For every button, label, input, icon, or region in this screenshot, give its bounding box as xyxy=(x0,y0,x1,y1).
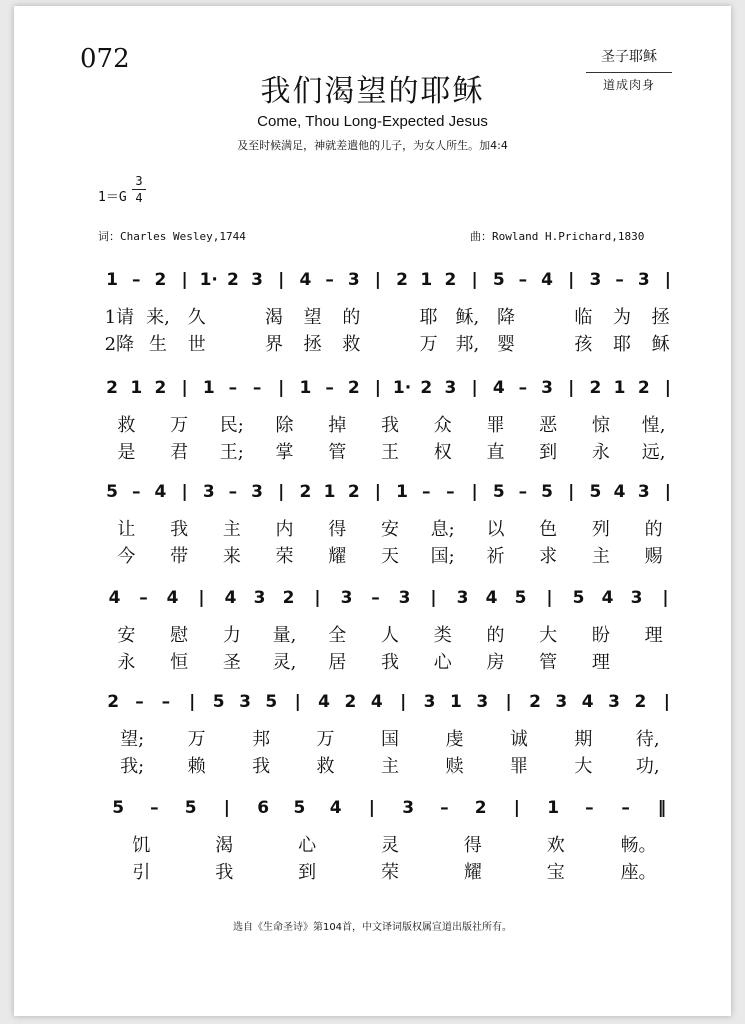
lyric-syllable: 管 xyxy=(328,442,347,463)
lyric-row-verse-2 xyxy=(100,545,680,569)
lyric-syllable xyxy=(525,306,564,330)
notation-row xyxy=(100,690,680,714)
note: 3 xyxy=(347,270,360,290)
note: – xyxy=(228,378,238,398)
lyric-syllable: 国; xyxy=(430,546,455,567)
note: 3 xyxy=(608,692,620,712)
lyric-syllable: 天 xyxy=(380,546,399,567)
lyric-syllable: 2降 xyxy=(104,334,135,355)
lyric-syllable xyxy=(371,306,410,330)
lyric-syllable: 盼 xyxy=(591,625,610,646)
note: 2 xyxy=(589,378,602,398)
note: 3 xyxy=(444,378,457,398)
lyric-syllable: 赎 xyxy=(445,756,464,777)
notation-row xyxy=(100,796,680,820)
note: 4 xyxy=(299,270,312,290)
bar-line: | xyxy=(546,588,553,608)
note: – xyxy=(446,482,455,502)
notation-row xyxy=(100,268,680,292)
lyric-syllable: 掉 xyxy=(328,415,347,436)
copyright-footer: 选自《生命圣诗》第104首，中文译词版权属宣道出版社所有。 xyxy=(232,922,513,933)
note: 2 xyxy=(154,378,167,398)
bar-line: | xyxy=(374,482,382,502)
lyric-row-verse-2 xyxy=(100,333,680,357)
lyric-syllable: 耶 xyxy=(419,307,438,328)
lyric-syllable: 的 xyxy=(644,519,663,540)
lyric-syllable: 居 xyxy=(328,652,347,673)
note: 3 xyxy=(541,378,553,398)
lyric-syllable: 界 xyxy=(264,334,283,355)
bar-line: | xyxy=(189,692,196,712)
note: 1 xyxy=(547,798,560,818)
lyric-syllable: 宝 xyxy=(546,862,565,883)
lyric-row-verse-1 xyxy=(100,834,680,858)
lyric-syllable: 类 xyxy=(433,625,452,646)
lyric-syllable: 到 xyxy=(298,862,317,883)
lyric-row-verse-2 xyxy=(100,441,680,465)
bar-line: | xyxy=(568,270,575,290)
lyric-syllable: 功, xyxy=(635,756,660,777)
note: – xyxy=(621,798,630,818)
note: 3 xyxy=(340,588,353,608)
lyric-syllable: 赐 xyxy=(644,546,663,567)
notation-row xyxy=(100,376,680,400)
note: 5 xyxy=(572,588,585,608)
lyric-syllable: 诚 xyxy=(509,729,528,750)
sheet-page xyxy=(14,6,731,1016)
bar-line: | xyxy=(374,378,382,398)
note: – xyxy=(518,482,528,502)
lyric-syllable xyxy=(371,333,410,357)
note: 2 xyxy=(637,378,650,398)
note: 5 xyxy=(112,798,125,818)
lyric-syllable: 列 xyxy=(591,519,610,540)
bar-line: ‖ xyxy=(657,798,667,818)
note: – xyxy=(161,692,171,712)
bar-line: | xyxy=(314,588,321,608)
lyric-syllable xyxy=(525,333,564,357)
bar-line: | xyxy=(181,270,188,290)
lyric-syllable: 管 xyxy=(539,652,558,673)
lyric-syllable: 拯 xyxy=(651,307,670,328)
note: 1 xyxy=(130,378,143,398)
note: 4 xyxy=(108,588,121,608)
lyric-syllable: 欢 xyxy=(546,835,565,856)
note: 5 xyxy=(265,692,278,712)
lyric-syllable: 的 xyxy=(342,307,361,328)
bar-line: | xyxy=(664,270,672,290)
lyric-syllable: 永 xyxy=(117,652,136,673)
lyric-syllable: 世 xyxy=(187,334,206,355)
lyric-syllable: 畅。 xyxy=(620,835,657,856)
note: 3 xyxy=(637,270,650,290)
lyric-syllable: 赖 xyxy=(187,756,206,777)
note: 5 xyxy=(184,798,197,818)
note: 4 xyxy=(329,798,342,818)
bar-line: | xyxy=(223,798,230,818)
lyric-syllable: 内 xyxy=(275,519,294,540)
note: 4 xyxy=(541,270,553,290)
note: 2 xyxy=(347,482,360,502)
lyric-syllable: 房 xyxy=(486,652,505,673)
lyric-syllable: 大 xyxy=(574,756,593,777)
lyric-syllable: 理 xyxy=(591,652,610,673)
note: 4 xyxy=(224,588,237,608)
note: 1 xyxy=(202,378,215,398)
note: 5 xyxy=(106,482,118,502)
lyric-syllable: 拯 xyxy=(303,334,322,355)
lyric-syllable: 理 xyxy=(644,625,663,646)
time-top: 3 xyxy=(135,174,143,188)
lyric-syllable: 望 xyxy=(303,307,322,328)
note: 3 xyxy=(589,270,602,290)
bar-line: | xyxy=(430,588,437,608)
note: 4 xyxy=(166,588,179,608)
lyric-syllable: 让 xyxy=(117,519,136,540)
lyric-syllable: 是 xyxy=(117,442,136,463)
lyric-syllable: 惊 xyxy=(591,415,610,436)
note: – xyxy=(139,588,148,608)
lyric-syllable: 安 xyxy=(380,519,399,540)
lyric-syllable: 罪 xyxy=(486,415,505,436)
note: 1· xyxy=(199,270,218,290)
lyric-syllable: 座。 xyxy=(620,862,657,883)
lyric-syllable: 的 xyxy=(486,625,505,646)
note: 3 xyxy=(423,692,436,712)
key-signature: 1＝G xyxy=(98,190,127,205)
note: 4 xyxy=(370,692,383,712)
lyric-row-verse-2 xyxy=(100,755,680,779)
note: 2 xyxy=(634,692,647,712)
bar-line: | xyxy=(368,798,375,818)
time-bottom: 4 xyxy=(135,191,143,205)
note: – xyxy=(228,482,238,502)
lyric-syllable: 慰 xyxy=(170,625,189,646)
lyric-syllable: 降 xyxy=(496,307,515,328)
note: 2 xyxy=(474,798,487,818)
lyric-syllable: 灵 xyxy=(380,835,399,856)
lyric-syllable: 我 xyxy=(380,415,399,436)
note: 1· xyxy=(392,378,412,398)
bar-line: | xyxy=(664,378,672,398)
lyric-row-verse-1 xyxy=(100,414,680,438)
note: 1 xyxy=(449,692,462,712)
note: 3 xyxy=(476,692,489,712)
time-signature xyxy=(132,174,146,205)
bar-line: | xyxy=(513,798,520,818)
note: 1 xyxy=(106,270,118,290)
note: 4 xyxy=(154,482,167,502)
lyric-syllable: 主 xyxy=(591,546,610,567)
note: 2 xyxy=(420,378,433,398)
category-label: 圣子耶稣 xyxy=(601,49,657,65)
note: 2 xyxy=(529,692,541,712)
note: 3 xyxy=(239,692,251,712)
note: 2 xyxy=(282,588,295,608)
bar-line: | xyxy=(278,482,285,502)
lyric-syllable: 万 xyxy=(419,334,438,355)
lyric-syllable: 圣 xyxy=(222,652,241,673)
note: 4 xyxy=(485,588,498,608)
note: 1 xyxy=(396,482,408,502)
note: 4 xyxy=(318,692,330,712)
note: 2 xyxy=(154,270,167,290)
bar-line: | xyxy=(471,378,478,398)
bar-line: | xyxy=(505,692,512,712)
lyric-syllable: 稣 xyxy=(651,334,670,355)
lyric-syllable: 安 xyxy=(117,625,136,646)
note: 1 xyxy=(420,270,433,290)
note: 2 xyxy=(226,270,239,290)
note: 3 xyxy=(202,482,215,502)
lyric-syllable: 我 xyxy=(215,862,234,883)
lyric-syllable: 力 xyxy=(222,625,241,646)
lyric-syllable: 祈 xyxy=(486,546,505,567)
lyric-syllable: 渴 xyxy=(264,307,283,328)
lyric-syllable: 心 xyxy=(298,835,317,856)
lyric-row-verse-1 xyxy=(100,518,680,542)
lyric-syllable: 万 xyxy=(170,415,189,436)
lyric-syllable: 救 xyxy=(117,415,136,436)
lyric-syllable: 邦 xyxy=(252,729,271,750)
lyric-row-verse-2 xyxy=(100,651,680,675)
bar-line: | xyxy=(662,588,669,608)
note: – xyxy=(518,270,528,290)
lyric-syllable: 量, xyxy=(272,625,297,646)
note: – xyxy=(421,482,431,502)
note: 5 xyxy=(492,482,505,502)
bar-line: | xyxy=(471,482,478,502)
lyric-syllable: 渴 xyxy=(215,835,234,856)
note: 2 xyxy=(444,270,457,290)
note: 3 xyxy=(251,482,263,502)
composer-credit: 曲：Rowland H.Prichard,1830 xyxy=(470,230,645,243)
lyric-syllable: 罪 xyxy=(509,756,528,777)
lyric-syllable: 远, xyxy=(641,442,666,463)
lyric-syllable: 永 xyxy=(591,442,610,463)
bar-line: | xyxy=(568,482,575,502)
scripture-verse: 及至时候满足，神就差遣他的儿子，为女人所生。加4:4 xyxy=(237,139,508,152)
lyric-syllable: 直 xyxy=(486,442,505,463)
note: 1 xyxy=(299,378,312,398)
lyric-syllable: 主 xyxy=(222,519,241,540)
bar-line: | xyxy=(664,482,672,502)
lyric-row-verse-1 xyxy=(100,306,680,330)
lyricist-credit: 词：Charles Wesley,1744 xyxy=(98,230,246,243)
note: 3 xyxy=(630,588,643,608)
note: 2 xyxy=(347,378,360,398)
note: – xyxy=(252,378,262,398)
lyric-syllable: 望; xyxy=(120,729,145,750)
lyric-syllable: 王; xyxy=(219,442,244,463)
lyric-syllable: 期 xyxy=(574,729,593,750)
lyric-syllable: 色 xyxy=(539,519,558,540)
bar-line: | xyxy=(663,692,670,712)
note: – xyxy=(150,798,159,818)
lyric-syllable: 民; xyxy=(219,415,244,436)
lyric-syllable: 君 xyxy=(170,442,189,463)
lyric-syllable: 国 xyxy=(380,729,399,750)
lyric-syllable: 引 xyxy=(132,862,151,883)
lyric-syllable: 万 xyxy=(316,729,335,750)
note: 2 xyxy=(107,692,120,712)
note: 2 xyxy=(396,270,408,290)
lyric-syllable: 耶 xyxy=(612,334,631,355)
note: 3 xyxy=(456,588,469,608)
note: – xyxy=(131,482,141,502)
lyric-syllable: 灵, xyxy=(272,652,297,673)
bar-line: | xyxy=(181,482,188,502)
time-bar xyxy=(132,189,146,190)
lyric-syllable: 稣, xyxy=(455,307,480,328)
lyric-syllable: 虔 xyxy=(445,729,464,750)
lyric-syllable: 到 xyxy=(539,442,558,463)
note: 4 xyxy=(581,692,594,712)
lyric-syllable: 生 xyxy=(148,334,167,355)
note: – xyxy=(131,270,141,290)
note: 4 xyxy=(613,482,626,502)
lyric-syllable: 息; xyxy=(430,519,455,540)
lyric-syllable: 主 xyxy=(380,756,399,777)
hymn-title: 我们渴望的耶稣 xyxy=(260,74,485,109)
lyric-syllable: 万 xyxy=(187,729,206,750)
bar-line: | xyxy=(400,692,407,712)
note: 5 xyxy=(492,270,505,290)
notation-row xyxy=(100,586,680,610)
lyric-syllable: 掌 xyxy=(275,442,294,463)
lyric-syllable xyxy=(627,651,680,675)
note: 3 xyxy=(398,588,411,608)
note: – xyxy=(615,270,624,290)
lyric-syllable: 今 xyxy=(117,546,136,567)
notation-row xyxy=(100,480,680,504)
note: – xyxy=(518,378,528,398)
lyric-syllable: 来, xyxy=(146,307,170,328)
lyric-syllable: 为 xyxy=(612,307,631,328)
lyric-syllable: 得 xyxy=(328,519,347,540)
lyric-syllable: 众 xyxy=(433,415,452,436)
lyric-syllable: 权 xyxy=(433,442,452,463)
lyric-syllable: 1请 xyxy=(104,307,135,328)
lyric-syllable: 惶, xyxy=(641,415,666,436)
lyric-syllable: 耀 xyxy=(328,546,347,567)
note: – xyxy=(440,798,449,818)
lyric-syllable: 荣 xyxy=(275,546,294,567)
lyric-syllable: 来 xyxy=(222,546,241,567)
lyric-syllable: 我; xyxy=(120,756,145,777)
lyric-syllable: 恶 xyxy=(539,415,558,436)
note: 5 xyxy=(212,692,225,712)
lyric-row-verse-1 xyxy=(100,624,680,648)
lyric-syllable xyxy=(216,333,255,357)
lyric-syllable: 荣 xyxy=(380,862,399,883)
lyric-syllable: 除 xyxy=(275,415,294,436)
lyric-syllable: 求 xyxy=(539,546,558,567)
note: 3 xyxy=(251,270,263,290)
note: 3 xyxy=(555,692,568,712)
lyric-syllable: 带 xyxy=(170,546,189,567)
note: 5 xyxy=(514,588,527,608)
note: 5 xyxy=(541,482,553,502)
subcategory-label: 道成肉身 xyxy=(602,78,655,92)
lyric-syllable: 救 xyxy=(342,334,361,355)
note: 5 xyxy=(589,482,602,502)
lyric-syllable xyxy=(216,306,255,330)
lyric-syllable: 我 xyxy=(252,756,271,777)
bar-line: | xyxy=(568,378,575,398)
note: – xyxy=(585,798,594,818)
note: 4 xyxy=(492,378,505,398)
bar-line: | xyxy=(278,270,285,290)
hymn-number: 072 xyxy=(80,44,130,74)
note: – xyxy=(371,588,380,608)
lyric-syllable: 人 xyxy=(380,625,399,646)
lyric-syllable: 我 xyxy=(170,519,189,540)
lyric-syllable: 我 xyxy=(380,652,399,673)
note: 2 xyxy=(344,692,357,712)
bar-line: | xyxy=(471,270,478,290)
lyric-row-verse-1 xyxy=(100,728,680,752)
lyric-syllable: 心 xyxy=(433,652,452,673)
note: 2 xyxy=(106,378,118,398)
lyric-syllable: 全 xyxy=(328,625,347,646)
lyric-syllable: 待, xyxy=(635,729,660,750)
bar-line: | xyxy=(374,270,382,290)
lyric-syllable: 得 xyxy=(463,835,482,856)
bar-line: | xyxy=(181,378,188,398)
category-divider xyxy=(586,72,672,73)
bar-line: | xyxy=(294,692,301,712)
note: 3 xyxy=(637,482,650,502)
note: 1 xyxy=(613,378,626,398)
lyric-row-verse-2 xyxy=(100,861,680,885)
note: – xyxy=(325,378,334,398)
bar-line: | xyxy=(198,588,205,608)
note: – xyxy=(325,270,334,290)
lyric-syllable: 救 xyxy=(316,756,335,777)
note: 3 xyxy=(253,588,266,608)
lyric-syllable: 婴 xyxy=(496,334,515,355)
lyric-syllable: 恒 xyxy=(170,652,189,673)
bar-line: | xyxy=(278,378,285,398)
note: 1 xyxy=(323,482,336,502)
note: – xyxy=(135,692,144,712)
lyric-syllable: 大 xyxy=(539,625,558,646)
lyric-syllable: 孩 xyxy=(574,334,593,355)
lyric-syllable: 饥 xyxy=(132,835,151,856)
note: 3 xyxy=(402,798,415,818)
note: 6 xyxy=(257,798,270,818)
lyric-syllable: 久 xyxy=(187,307,206,328)
lyric-syllable: 王 xyxy=(380,442,399,463)
note: 5 xyxy=(293,798,306,818)
note: 2 xyxy=(299,482,312,502)
lyric-syllable: 临 xyxy=(574,307,593,328)
lyric-syllable: 以 xyxy=(486,519,505,540)
lyric-syllable: 邦, xyxy=(455,334,480,355)
lyric-syllable: 耀 xyxy=(463,862,482,883)
english-title: Come, Thou Long-Expected Jesus xyxy=(257,113,488,130)
note: 4 xyxy=(601,588,614,608)
